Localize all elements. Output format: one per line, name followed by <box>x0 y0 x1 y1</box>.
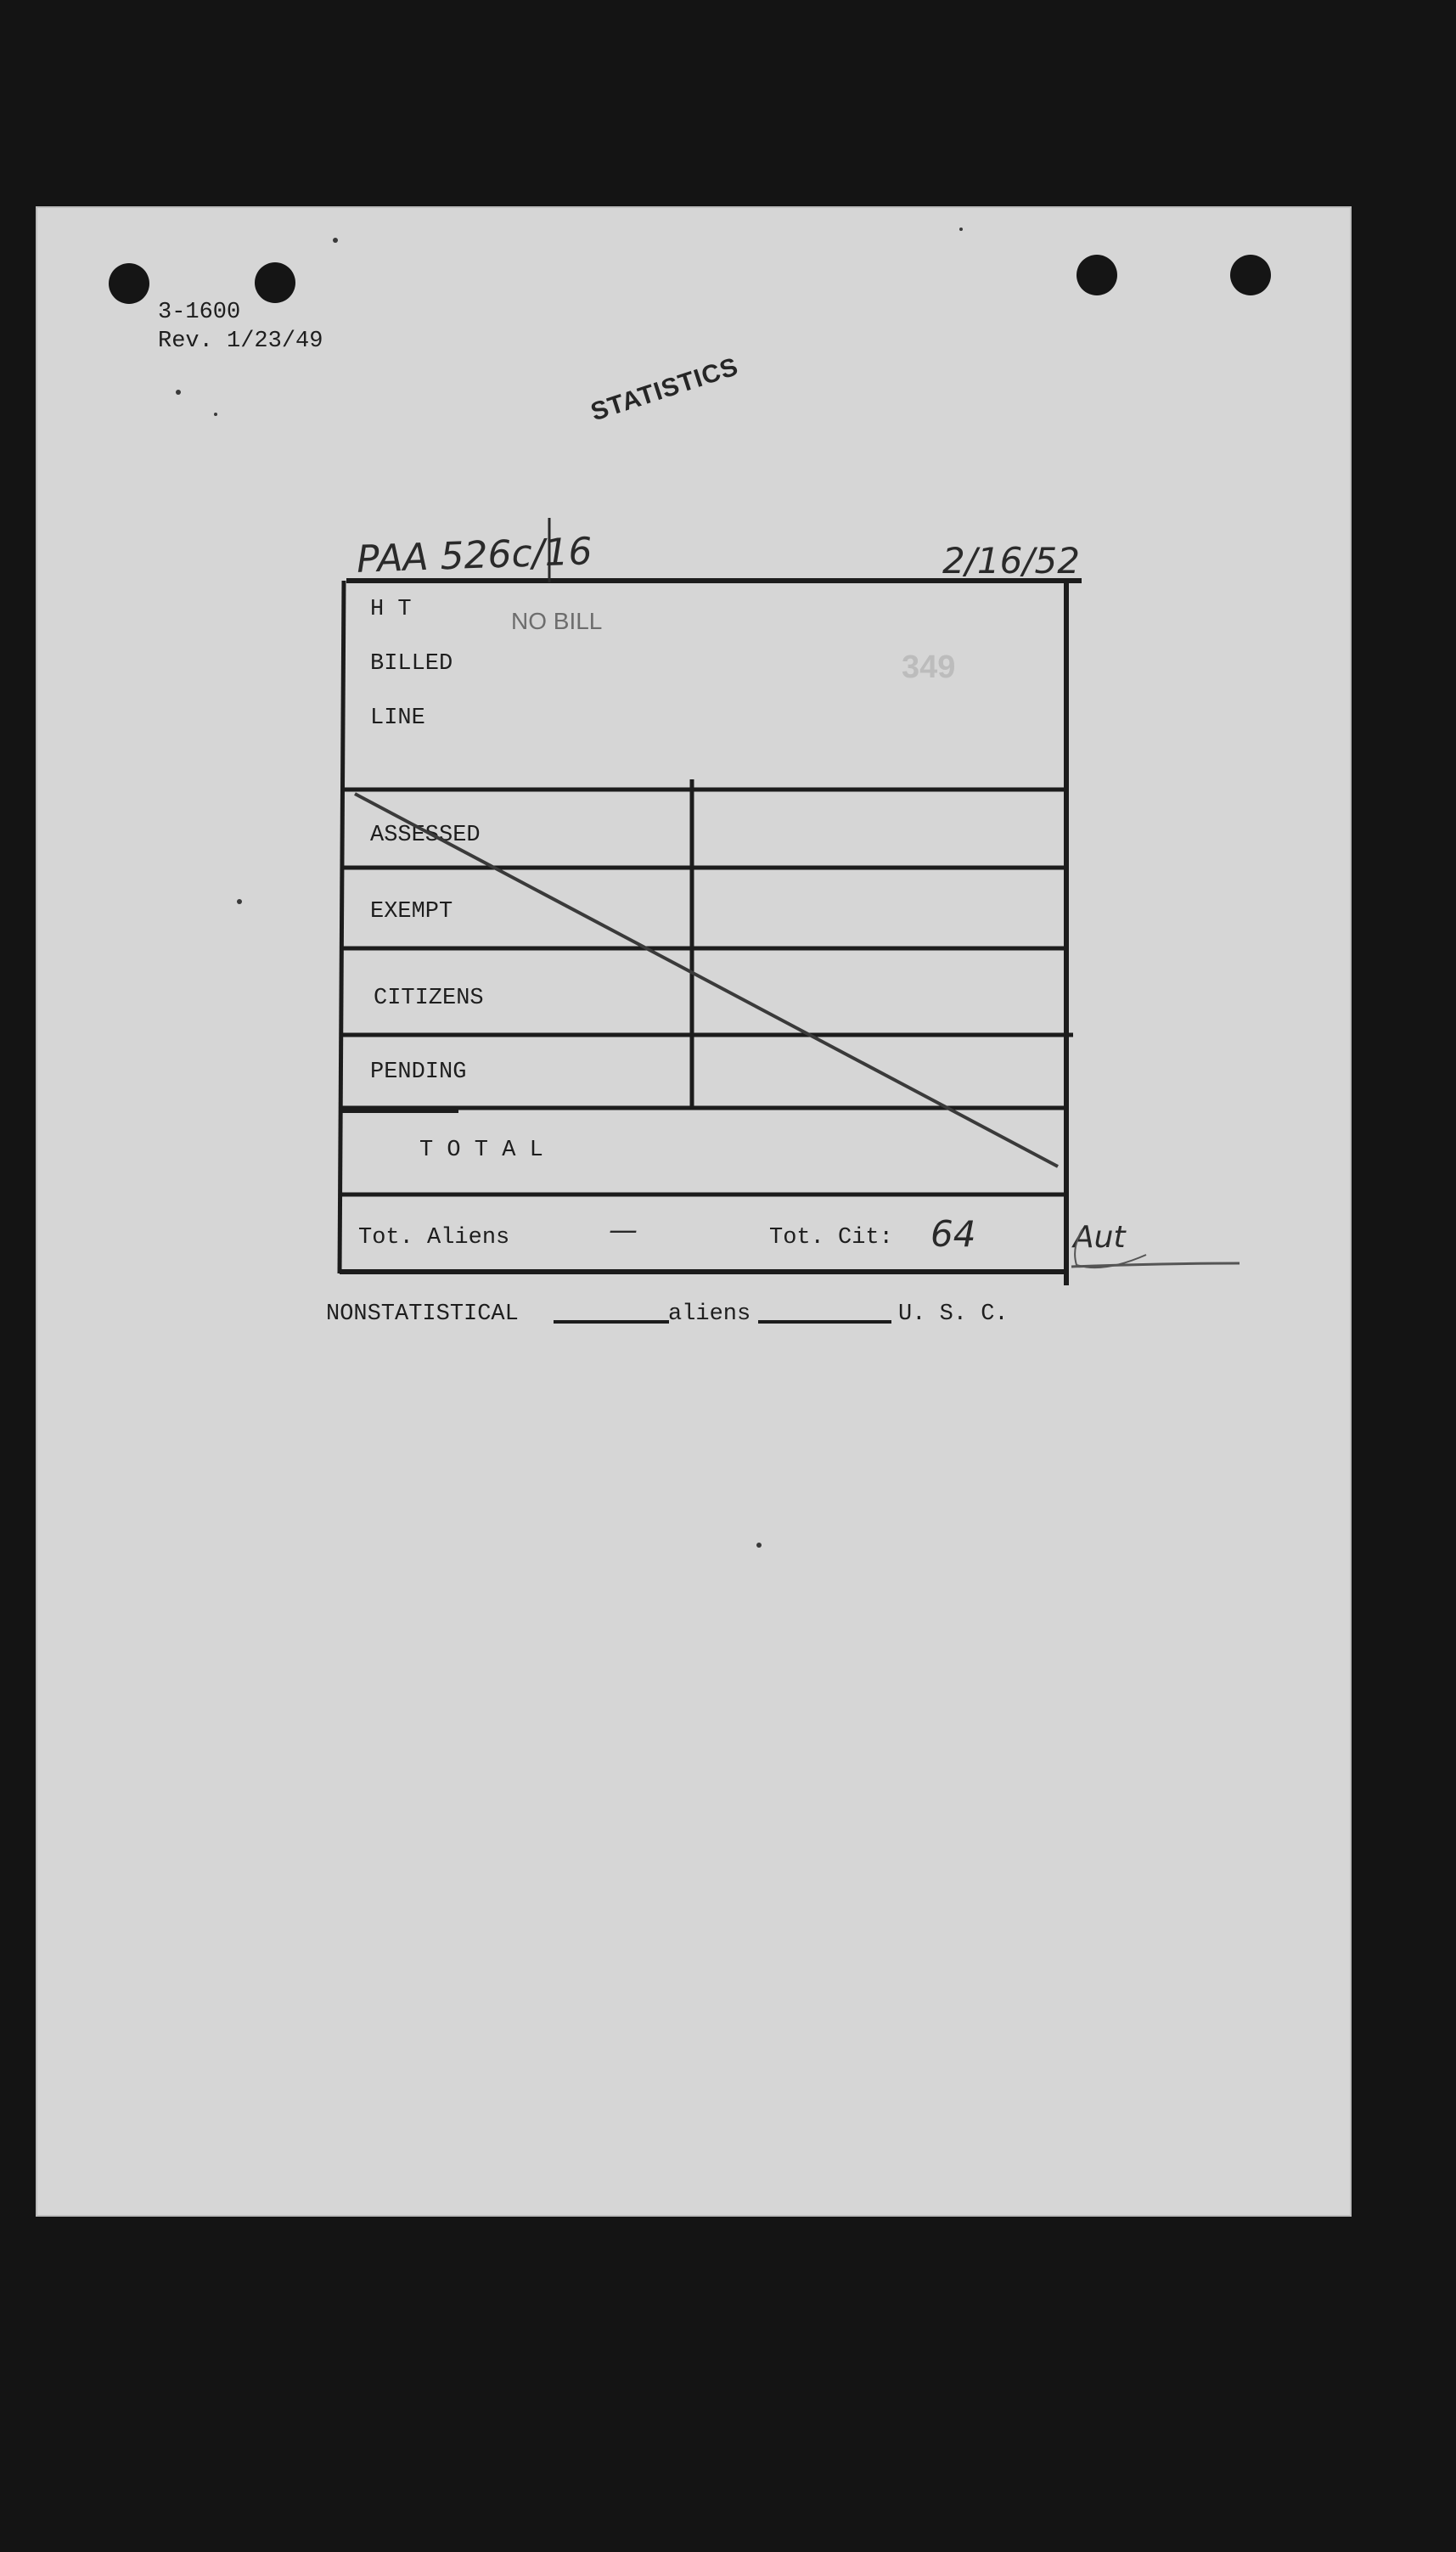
total-citizens-value: 64 <box>930 1213 976 1255</box>
cross-out-line <box>355 794 1058 1166</box>
row-label-assessed: ASSESSED <box>370 823 481 848</box>
speck-3 <box>237 899 242 904</box>
header-line-2: BILLED <box>370 651 453 677</box>
initials-underline <box>1071 1263 1240 1267</box>
row-label-pending: PENDING <box>370 1060 467 1085</box>
initials-loop <box>1075 1229 1146 1268</box>
speck-4 <box>756 1543 762 1548</box>
statistics-stamp: STATISTICS <box>587 352 742 427</box>
no-bill-stamp: NO BILL <box>511 608 603 634</box>
file-reference: PAA 526c/16 <box>356 530 593 582</box>
faint-number: 349 <box>902 649 956 685</box>
total-aliens-label: Tot. Aliens <box>358 1225 510 1251</box>
row-label-citizens: CITIZENS <box>374 986 484 1011</box>
speck-2 <box>176 390 181 395</box>
speck-6 <box>214 413 217 416</box>
speck-1 <box>333 238 338 243</box>
handwritten-date: 2/16/52 <box>942 540 1080 582</box>
header-line-3: LINE <box>370 705 425 731</box>
total-aliens-value: — <box>609 1213 638 1247</box>
header-line-1: H T <box>370 597 412 622</box>
row-label-exempt: EXEMPT <box>370 899 453 925</box>
nonstatistical-usc: U. S. C. <box>898 1301 1009 1327</box>
box-left-border <box>340 581 344 1273</box>
total-citizens-label: Tot. Cit: <box>769 1225 893 1251</box>
nonstatistical-aliens: aliens <box>668 1301 751 1327</box>
handwritten-initials: Aut <box>1073 1220 1126 1255</box>
speck-5 <box>959 228 963 231</box>
total-label: T O T A L <box>419 1138 543 1163</box>
nonstatistical-label: NONSTATISTICAL <box>326 1301 519 1327</box>
form-revision: Rev. 1/23/49 <box>158 329 323 354</box>
form-number: 3-1600 <box>158 300 241 325</box>
